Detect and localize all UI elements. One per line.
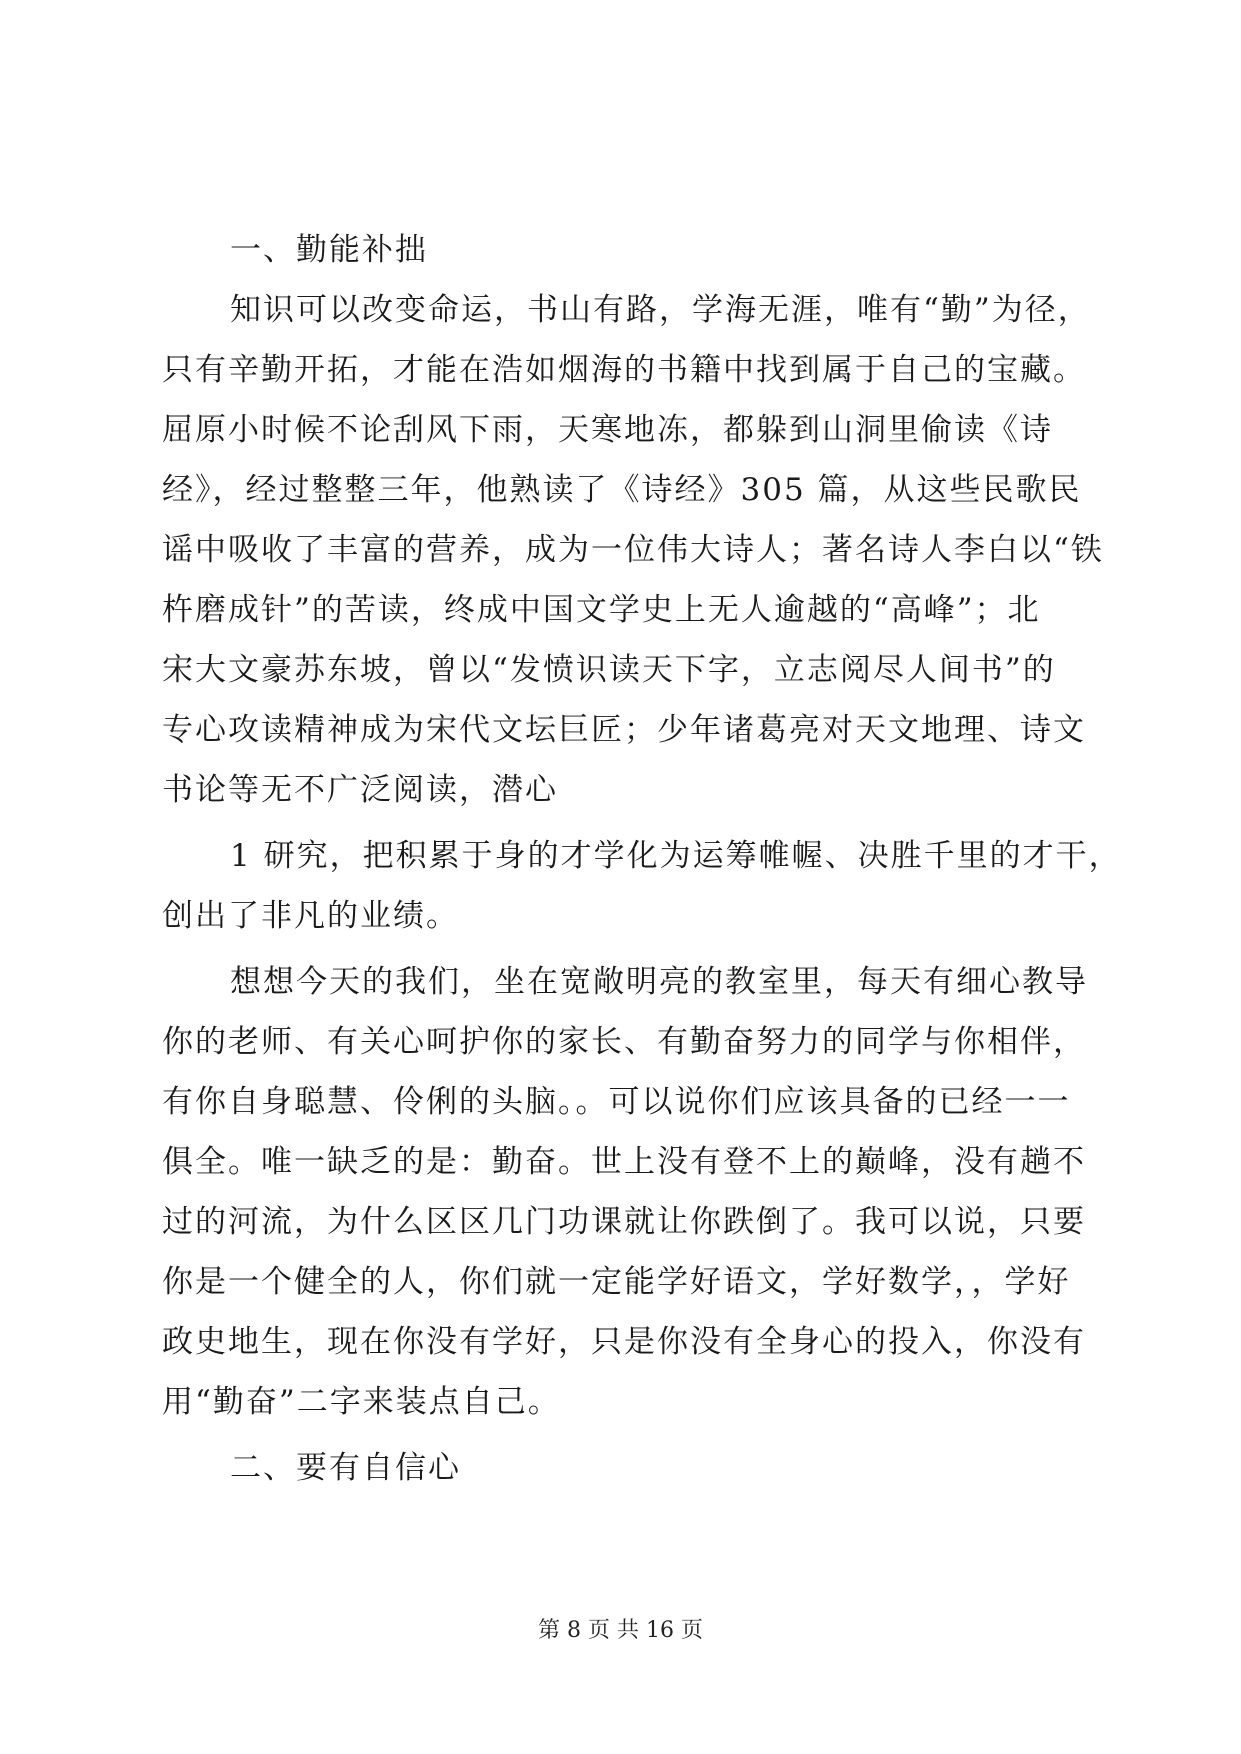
spacer	[162, 630, 1092, 650]
page-number-label: 第 8 页 共 16 页	[538, 1618, 703, 1643]
paragraph-1	[162, 290, 1104, 810]
section-heading-2: 二、要有自信心	[230, 1450, 461, 1486]
spacer	[162, 1242, 1092, 1262]
spacer	[162, 390, 1092, 410]
paragraph-line: 杵磨成针”的苦读，终成中国文学史上无人逾越的“高峰”；北	[162, 592, 1041, 628]
paragraph-line: 用“勤奋”二字来装点自己。	[162, 1384, 561, 1420]
paragraph-line: 你是一个健全的人，你们就一定能学好语文，学好数学，，学好	[162, 1264, 1071, 1300]
paragraph-2	[162, 836, 1122, 936]
paragraph-line: 想想今天的我们，坐在宽敞明亮的教室里，每天有细心教导	[230, 964, 1088, 1000]
paragraph-3	[162, 962, 1092, 1422]
paragraph-line: 屈原小时候不论刮风下雨，天寒地冻，都躲到山洞里偷读《诗	[162, 412, 1053, 448]
spacer	[162, 1422, 1092, 1448]
paragraph-line: 专心攻读精神成为宋代文坛巨匠；少年诸葛亮对天文地理、诗文	[162, 712, 1086, 748]
paragraph-line: 俱全。唯一缺乏的是：勤奋。世上没有登不上的巅峰，没有趟不	[162, 1144, 1086, 1180]
spacer	[162, 450, 1092, 470]
spacer	[162, 690, 1092, 710]
page-footer	[0, 1617, 1241, 1645]
spacer	[162, 270, 1092, 290]
paragraph-line: 书论等无不广泛阅读，潜心	[162, 772, 558, 808]
paragraph-line: 1 研究，把积累于身的才学化为运筹帷幄、决胜千里的才干，	[230, 838, 1122, 874]
paragraph-line: 只有辛勤开拓，才能在浩如烟海的书籍中找到属于自己的宝藏。	[162, 352, 1086, 388]
spacer	[162, 1002, 1092, 1022]
spacer	[162, 1302, 1092, 1322]
paragraph-line: 创出了非凡的业绩。	[162, 898, 459, 934]
paragraph-line: 谣中吸收了丰富的营养，成为一位伟大诗人；著名诗人李白以“铁	[162, 532, 1104, 568]
paragraph-line: 有你自身聪慧、伶俐的头脑。。可以说你们应该具备的已经一一	[162, 1084, 1071, 1120]
spacer	[162, 1182, 1092, 1202]
spacer	[162, 510, 1092, 530]
paragraph-line: 知识可以改变命运，书山有路，学海无涯，唯有“勤”为径，	[230, 292, 1091, 328]
spacer	[162, 1122, 1092, 1142]
spacer	[162, 570, 1092, 590]
spacer	[162, 876, 1092, 896]
spacer	[162, 330, 1092, 350]
document-body	[162, 230, 1122, 1488]
spacer	[162, 936, 1092, 962]
spacer	[162, 1062, 1092, 1082]
paragraph-line: 你的老师、有关心呵护你的家长、有勤奋努力的同学与你相伴，	[162, 1024, 1086, 1060]
section-heading-1: 一、勤能补拙	[230, 232, 428, 268]
spacer	[162, 1362, 1092, 1382]
paragraph-line: 经》，经过整整三年，他熟读了《诗经》305 篇，从这些民歌民	[162, 472, 1082, 508]
paragraph-line: 宋大文豪苏东坡，曾以“发愤识读天下字，立志阅尽人间书”的	[162, 652, 1056, 688]
paragraph-line: 政史地生，现在你没有学好，只是你没有全身心的投入，你没有	[162, 1324, 1086, 1360]
spacer	[162, 810, 1092, 836]
paragraph-line: 过的河流，为什么区区几门功课就让你跌倒了。我可以说，只要	[162, 1204, 1086, 1240]
spacer	[162, 750, 1092, 770]
